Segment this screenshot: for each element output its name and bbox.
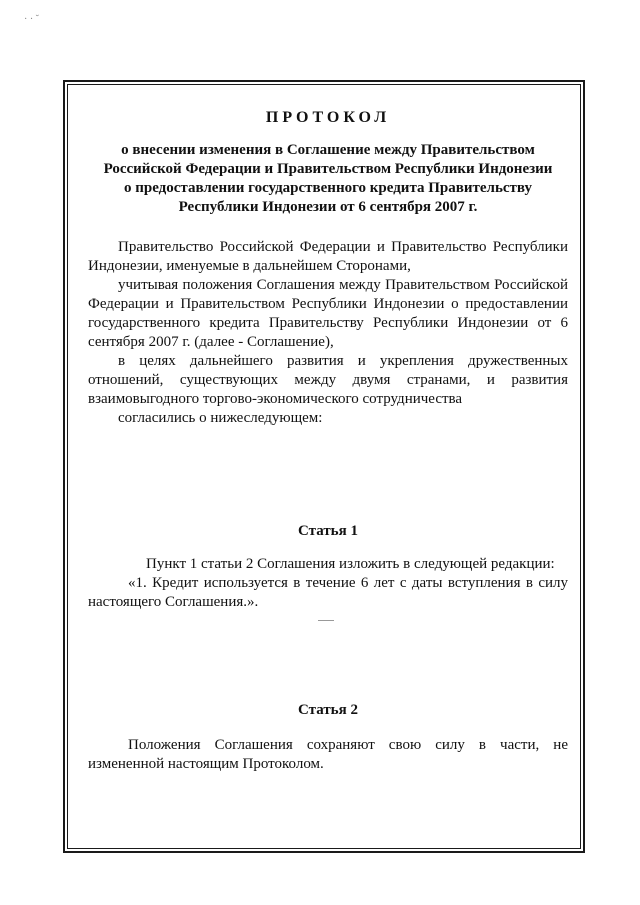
article-1-heading: Статья 1 — [298, 523, 358, 539]
document-subtitle — [88, 141, 568, 217]
scan-smudge-mark: · · ˘ — [24, 14, 39, 25]
document-title: ПРОТОКОЛ — [265, 109, 391, 126]
subtitle-line: Российской Федерации и Правительством Республики Индонезии — [103, 161, 553, 177]
subtitle-line: о внесении изменения в Соглашение между Правительством — [121, 142, 535, 158]
preamble-considering: учитывая положения Соглашения между Правительством Российской Федерации и Правительством Республики Индонезии о предоставлении государственного кредита Правительству Республики Индонезии от 6 сентября 2007 г. (далее - Соглашение), — [88, 277, 568, 350]
scan-dash-mark — [318, 620, 334, 621]
article-2-heading: Статья 2 — [298, 702, 358, 718]
subtitle-line: Республики Индонезии от 6 сентября 2007 г. — [178, 199, 478, 215]
preamble-parties: Правительство Российской Федерации и Правительство Республики Индонезии, именуемые в дальнейшем Сторонами, — [88, 239, 568, 274]
preamble-purpose: в целях дальнейшего развития и укрепления дружественных отношений, существующих между двумя странами, и развития взаимовыгодного торгово-экономического сотрудничества — [88, 353, 568, 407]
article-1-text: Пункт 1 статьи 2 Соглашения изложить в следующей редакции: — [146, 556, 555, 572]
preamble-agreed: согласились о нижеследующем: — [118, 410, 323, 426]
subtitle-line: о предоставлении государственного кредита Правительству — [123, 180, 532, 196]
article-1-quote: «1. Кредит используется в течение 6 лет с даты вступления в силу настоящего Соглашения.». — [88, 575, 568, 610]
article-2-text: Положения Соглашения сохраняют свою силу в части, не измененной настоящим Протоколом. — [88, 737, 568, 772]
document-body — [88, 108, 568, 774]
